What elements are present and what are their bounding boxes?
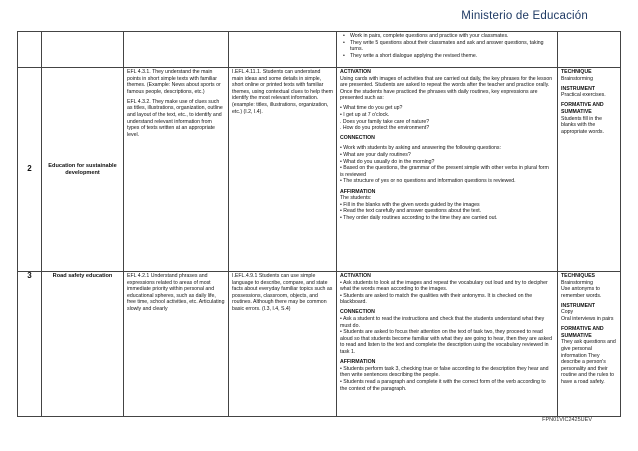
list-item: • Based on the questions, the grammar of the present simple with other verbs in plural form is reviewed [340, 165, 549, 178]
evaluation-text: They ask questions and give personal information They describe a person's personality and their routine and the rules to have a road safety. [561, 339, 616, 385]
criterion-text: EFL 4.2.1 Understand phrases and expressions related to areas of most immediate priority within personal and educational spheres, such as daily life, free time, school activities, etc. Articulating slowly and clearly [127, 273, 225, 312]
affirmation-intro: The students: [340, 195, 372, 202]
list-item: • They order daily routines according to the time they are carried out. [340, 214, 498, 221]
evaluation-heading: TECHNIQUES [561, 273, 596, 279]
list-item: • Students perform task 3, checking true or false according to the description they hear and then write sentences describing the people. [340, 365, 549, 379]
list-item: • What are your daily routines? [340, 152, 411, 159]
list-item: • Students read a paragraph and complete it with the correct form of the verb according to the context of the paragraph. [340, 378, 546, 392]
list-item: • Students are asked to match the qualities with their antonyms. It is checked on the blackboard. [340, 292, 533, 306]
list-item: . How do you protect the environment? [340, 125, 430, 132]
list-item: • Ask students to look at the images and repeat the vocabulary out loud and try to decipher what the words mean according to the images. [340, 279, 548, 293]
row-number: 2 [18, 68, 42, 272]
indicator-cell [229, 272, 337, 417]
connection-heading: CONNECTION [340, 135, 375, 142]
table-row-continuation [18, 32, 621, 68]
row-number: 3 [18, 272, 42, 417]
evaluation-cell [558, 68, 621, 272]
affirmation-heading: AFFIRMATION [340, 188, 376, 195]
evaluation-text: Brainstorming Use antonyms to remember words. [561, 279, 602, 299]
evaluation-cell [558, 272, 621, 417]
evaluation-heading: FORMATIVE AND SUMMATIVE [561, 102, 604, 115]
activation-heading: ACTIVATION [340, 69, 371, 75]
indicator-text: I.EFL.4.11.1. Students can understand main ideas and some details in simple, short online or printed texts with familiar themes, using contextual clues to help them identify the most relevant information. (example: titles, illustrations, organization, etc.) (I.2, I.4). [232, 69, 333, 115]
list-item: • Read the text carefully and answer questions about the text. [340, 208, 482, 215]
criteria-cell [124, 272, 229, 417]
list-item: • Fill in the blanks with the given words guided by the images [340, 201, 480, 208]
evaluation-text: Brainstorming [561, 75, 594, 82]
list-item: • Students are asked to focus their attention on the text of task two, they proceed to read aloud so that students become familiar with what they are going to hear, then they are asked to read and listen to the text and complete the description using the vocabulary reviewed in task 1. [340, 329, 552, 356]
list-item: • Ask a student to read the instructions and check that the students understand what they must do. [340, 316, 545, 329]
list-item: • Work with students by asking and answering the following questions: [340, 145, 501, 152]
list-item: • They write 5 questions about their classmates and ask and answer questions, taking turns. [350, 40, 554, 53]
list-item: • I get up at 7 o'clock. [340, 112, 390, 119]
list-item: • The structure of yes or no questions and information questions is reviewed. [340, 178, 516, 185]
table-row [18, 68, 621, 272]
evaluation-heading: TECHNIQUE [561, 69, 592, 75]
activities-cell [337, 272, 558, 417]
indicator-cell [229, 68, 337, 272]
criterion-text: EFL 4.3.1. They understand the main points in short simple texts with familiar themes. (Example: News about sports or famous people, descriptions, etc.) [127, 69, 221, 95]
continuation-activities [337, 32, 558, 68]
criterion-text: EFL 4.3.2. They make use of clues such as titles, illustrations, organization, outline and layout of the text, etc., to identify and understand relevant information from types of texts written at an appropriate level. [127, 98, 223, 138]
ministry-header: Ministerio de Educación [461, 10, 588, 22]
document-code: FPN01VIC2425UEV [542, 417, 592, 423]
planning-table [17, 31, 621, 417]
continuation-bullets [340, 33, 554, 59]
transversal-axis: Education for sustainable development [42, 68, 124, 272]
activities-cell [337, 68, 558, 272]
activation-text: Using cards with images of activities that are carried out daily, the key phrases for the lesson are presented. Students are asked to repeat the words after the teacher and practice orally. Once the students have practiced the phrases with daily routines, key expressions are presented such as: [340, 75, 553, 102]
indicator-text: I.EFL.4.9.1 Students can use simple language to describe, compare, and state facts about everyday familiar topics such as possessions, classroom, objects, and routines. Although there may be common basic errors. (I.3, I.4, S.4) [232, 273, 333, 312]
evaluation-text: Practical exercises. [561, 92, 606, 99]
list-item: • They write a short dialogue applying the revised theme. [350, 53, 554, 60]
list-item: • What do you usually do in the morning? [340, 158, 435, 165]
criteria-cell [124, 68, 229, 272]
transversal-axis: Road safety education [42, 272, 124, 417]
evaluation-text: Students fill in the blanks with the appropriate words. [561, 115, 604, 135]
list-item: . Does your family take care of nature? [340, 118, 430, 125]
affirmation-heading: AFFIRMATION [340, 359, 376, 366]
table-row [18, 272, 621, 417]
connection-heading: CONNECTION [340, 309, 375, 316]
list-item: • What time do you get up? [340, 105, 403, 112]
evaluation-heading: INSTRUMENT [561, 85, 596, 92]
list-item: • Work in pairs, complete questions and practice with your classmates. [350, 33, 554, 40]
evaluation-text: Copy Oral interviews in pairs [561, 309, 614, 323]
evaluation-heading: INSTRUMENT [561, 302, 596, 309]
activation-heading: ACTIVATION [340, 273, 371, 279]
evaluation-heading: FORMATIVE AND SUMMATIVE [561, 326, 604, 339]
